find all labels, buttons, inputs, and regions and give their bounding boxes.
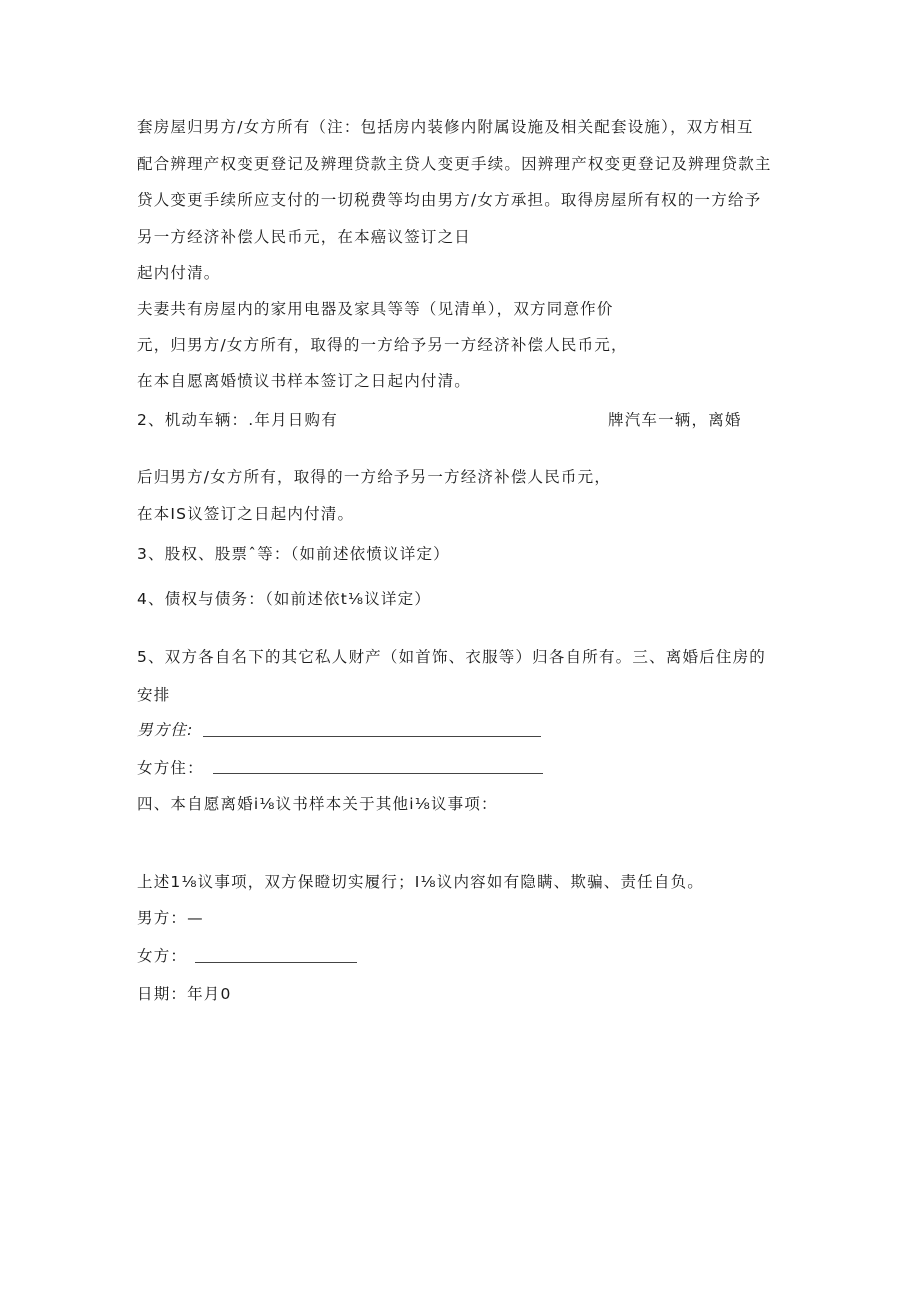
paragraph-line-1: 套房屋归男方/女方所有（注：包括房内装修内附属设施及相关配套设施），双方相互 <box>137 118 754 136</box>
male-residence-label: 男方住: <box>137 721 194 739</box>
item-2-continuation-1: 后归男方/女方所有，取得的一方给予另一方经济补偿人民币元， <box>137 468 612 486</box>
male-signature-label: 男方：— <box>137 909 204 927</box>
female-signature-blank <box>195 962 357 963</box>
closing-statement: 上述1⅛议事项，双方保瞪切实履行；I⅛议内容如有隐瞒、欺骗、责任自负。 <box>137 873 704 891</box>
item-5-line-2: 安排 <box>137 686 171 704</box>
paragraph-line-5: 起内付清。 <box>137 264 221 282</box>
item-2-continuation-2: 在本IS议签订之日起内付清。 <box>137 505 355 523</box>
section-4-heading: 四、本自愿离婚i⅛议书样本关于其他i⅛议事项： <box>137 795 498 813</box>
paragraph-line-2: 配合辨理产权变更登记及辨理贷款主贷人变更手续。因辨理产权变更登记及辨理贷款主 <box>137 155 772 173</box>
female-residence-blank <box>213 773 543 774</box>
female-residence-label: 女方住： <box>137 759 204 777</box>
date-label: 日期：年月0 <box>137 985 232 1003</box>
female-signature-label: 女方： <box>137 947 188 965</box>
paragraph-line-8: 在本自愿离婚愤议书样本签订之日起内付清。 <box>137 372 472 390</box>
item-4-debts: 4、债权与债务：（如前述依t⅛议详定） <box>137 590 432 608</box>
item-2-vehicle-right: 牌汽车一辆，离婚 <box>608 411 742 429</box>
paragraph-line-6: 夫妻共有房屋内的家用电器及家具等等（见清单），双方同意作价 <box>137 300 614 318</box>
item-5-line-1: 5、双方各自名下的其它私人财产（如首饰、衣服等）归各自所有。三、离婚后住房的 <box>137 648 766 666</box>
male-residence-blank <box>203 736 541 737</box>
paragraph-line-3: 贷人变更手续所应支付的一切税费等均由男方/女方承担。取得房屋所有权的一方给予 <box>137 191 762 209</box>
item-2-vehicle: 2、机动车辆：.年月日购有 <box>137 411 338 429</box>
paragraph-line-4: 另一方经济补偿人民币元，在本癌议签订之日 <box>137 228 472 246</box>
paragraph-line-7: 元，归男方/女方所有，取得的一方给予另一方经济补偿人民币元， <box>137 336 628 354</box>
item-3-equity: 3、股权、股票ˆ等：（如前述依愤议详定） <box>137 545 450 563</box>
